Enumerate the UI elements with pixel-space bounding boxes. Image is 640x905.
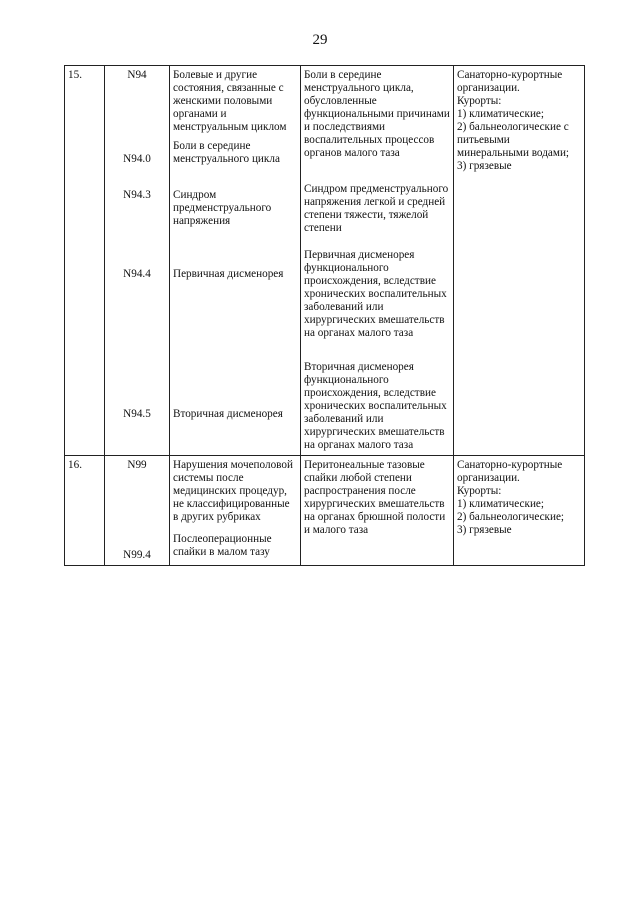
treatment-line: 1) климатические; xyxy=(457,108,545,120)
condition-text: Перитонеальные тазовые спайки любой степени распространения после хирургических вмешательств на органах брюшной полости и малого таза xyxy=(304,459,446,536)
treatment-line: Курорты: xyxy=(457,485,502,497)
icd-code: N94.0 xyxy=(123,153,151,165)
condition-text: Боли в середине менструального цикла, обусловленные функциональными причинами и последствиями воспалительных процессов органов малого таза xyxy=(304,69,450,159)
resort-indications-table xyxy=(64,65,585,566)
condition-text: Вторичная дисменорея функционального происхождения, вследствие хронических воспалительных заболеваний или хирургических вмешательств на органах малого таза xyxy=(304,361,447,451)
table-row-16 xyxy=(65,456,585,566)
diagnosis-name-cell xyxy=(170,456,301,566)
page-number: 29 xyxy=(312,32,328,48)
icd-code: N94.3 xyxy=(123,189,151,201)
row-number: 15. xyxy=(65,66,105,456)
treatment-line: 2) бальнеологические; xyxy=(457,511,565,523)
diagnosis-name: Боли в середине менструального цикла xyxy=(173,140,280,165)
treatment-line: 1) климатические; xyxy=(457,498,545,510)
treatment-line: Санаторно-курортные организации. xyxy=(457,69,563,94)
diagnosis-name: Вторичная дисменорея xyxy=(173,408,283,420)
treatment-cell xyxy=(454,456,585,566)
treatment-line: 3) грязевые xyxy=(457,524,512,536)
diagnosis-name-cell xyxy=(170,66,301,456)
treatment-line: Санаторно-курортные организации. xyxy=(457,459,563,484)
condition-text: Синдром предменструального напряжения легкой и средней степени тяжести, тяжелой степени xyxy=(304,183,449,234)
diagnosis-name: Болевые и другие состояния, связанные с женскими половыми органами и менструальным циклом xyxy=(173,69,287,133)
row-number: 16. xyxy=(65,456,105,566)
table-row-15 xyxy=(65,66,585,456)
treatment-line: 3) грязевые xyxy=(457,160,512,172)
icd-code: N94 xyxy=(127,69,147,81)
icd-code: N99 xyxy=(127,459,147,471)
icd-code: N99.4 xyxy=(123,549,151,561)
diagnosis-name: Нарушения мочеполовой системы после медицинских процедур, не классифицированные в других рубриках xyxy=(173,459,293,523)
icd-code: N94.4 xyxy=(123,268,151,280)
diagnosis-name: Первичная дисменорея xyxy=(173,268,284,280)
code-cell xyxy=(105,456,170,566)
condition-cell xyxy=(301,66,454,456)
icd-code: N94.5 xyxy=(123,408,151,420)
diagnosis-name: Синдром предменструального напряжения xyxy=(173,189,272,227)
treatment-line: 2) бальнеологические с питьевыми минеральными водами; xyxy=(457,121,570,159)
condition-cell xyxy=(301,456,454,566)
treatment-line: Курорты: xyxy=(457,95,502,107)
treatment-cell xyxy=(454,66,585,456)
condition-text: Первичная дисменорея функционального происхождения, вследствие хронических воспалительных заболеваний или хирургических вмешательств на органах малого таза xyxy=(304,249,447,339)
diagnosis-name: Послеоперационные спайки в малом тазу xyxy=(173,533,272,558)
code-cell xyxy=(105,66,170,456)
